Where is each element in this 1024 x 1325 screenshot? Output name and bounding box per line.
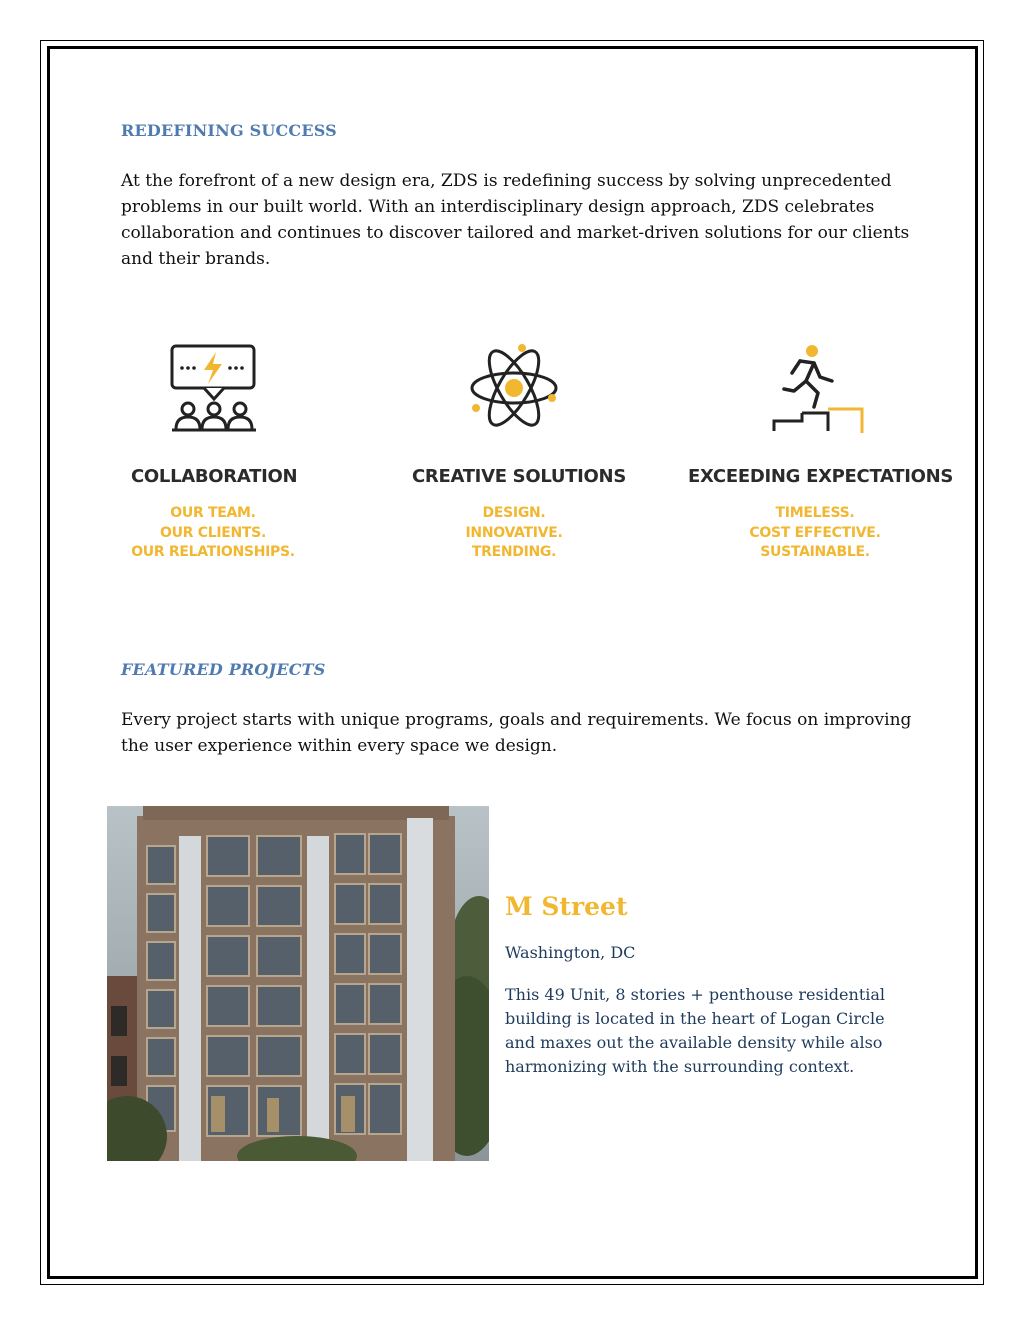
pillar-line: TIMELESS. (775, 505, 855, 521)
pillar-lines-creative-solutions (419, 504, 609, 563)
pillar-line: TRENDING. (471, 544, 557, 560)
building-illustration (107, 806, 489, 1161)
collaboration-icon (168, 343, 260, 435)
building-photo (107, 806, 489, 1161)
pillar-title-collaboration: COLLABORATION (131, 466, 298, 487)
pillar-line: INNOVATIVE. (465, 524, 563, 541)
pillar-line: COST EFFECTIVE. (749, 524, 881, 541)
project-location: Washington, DC (505, 943, 636, 962)
project-description: This 49 Unit, 8 stories + penthouse residential building is located in the heart of Logan Circle and maxes out the available density while also harmonizing with the surrounding context. (505, 985, 886, 1076)
pillar-title-exceeding-expectations: EXCEEDING EXPECTATIONS (688, 466, 954, 487)
pillar-line: DESIGN. (482, 505, 546, 521)
featured-projects-heading: FEATURED PROJECTS (121, 660, 326, 679)
pillar-lines-collaboration (118, 504, 308, 563)
atom-icon (466, 340, 562, 436)
redefining-success-paragraph: At the forefront of a new design era, ZDS is redefining success by solving unprecedented problems in our built world. With an interdisciplinary design approach, ZDS celebrates collaboration and continues to discover tailored and market-driven solutions for our clients and their brands. (121, 171, 910, 269)
pillar-line: SUSTAINABLE. (760, 544, 870, 560)
pillar-line: OUR RELATIONSHIPS. (131, 544, 295, 560)
featured-projects-paragraph: Every project starts with unique programs, goals and requirements. We focus on improving the user experience within every space we design. (121, 710, 912, 756)
redefining-success-heading: REDEFINING SUCCESS (121, 121, 337, 140)
pillar-title-creative-solutions: CREATIVE SOLUTIONS (412, 466, 626, 487)
project-title: M Street (505, 892, 628, 921)
running-steps-icon (770, 341, 866, 437)
pillar-line: OUR CLIENTS. (160, 524, 266, 541)
pillar-line: OUR TEAM. (170, 505, 256, 521)
pillar-lines-exceeding-expectations (720, 504, 910, 563)
